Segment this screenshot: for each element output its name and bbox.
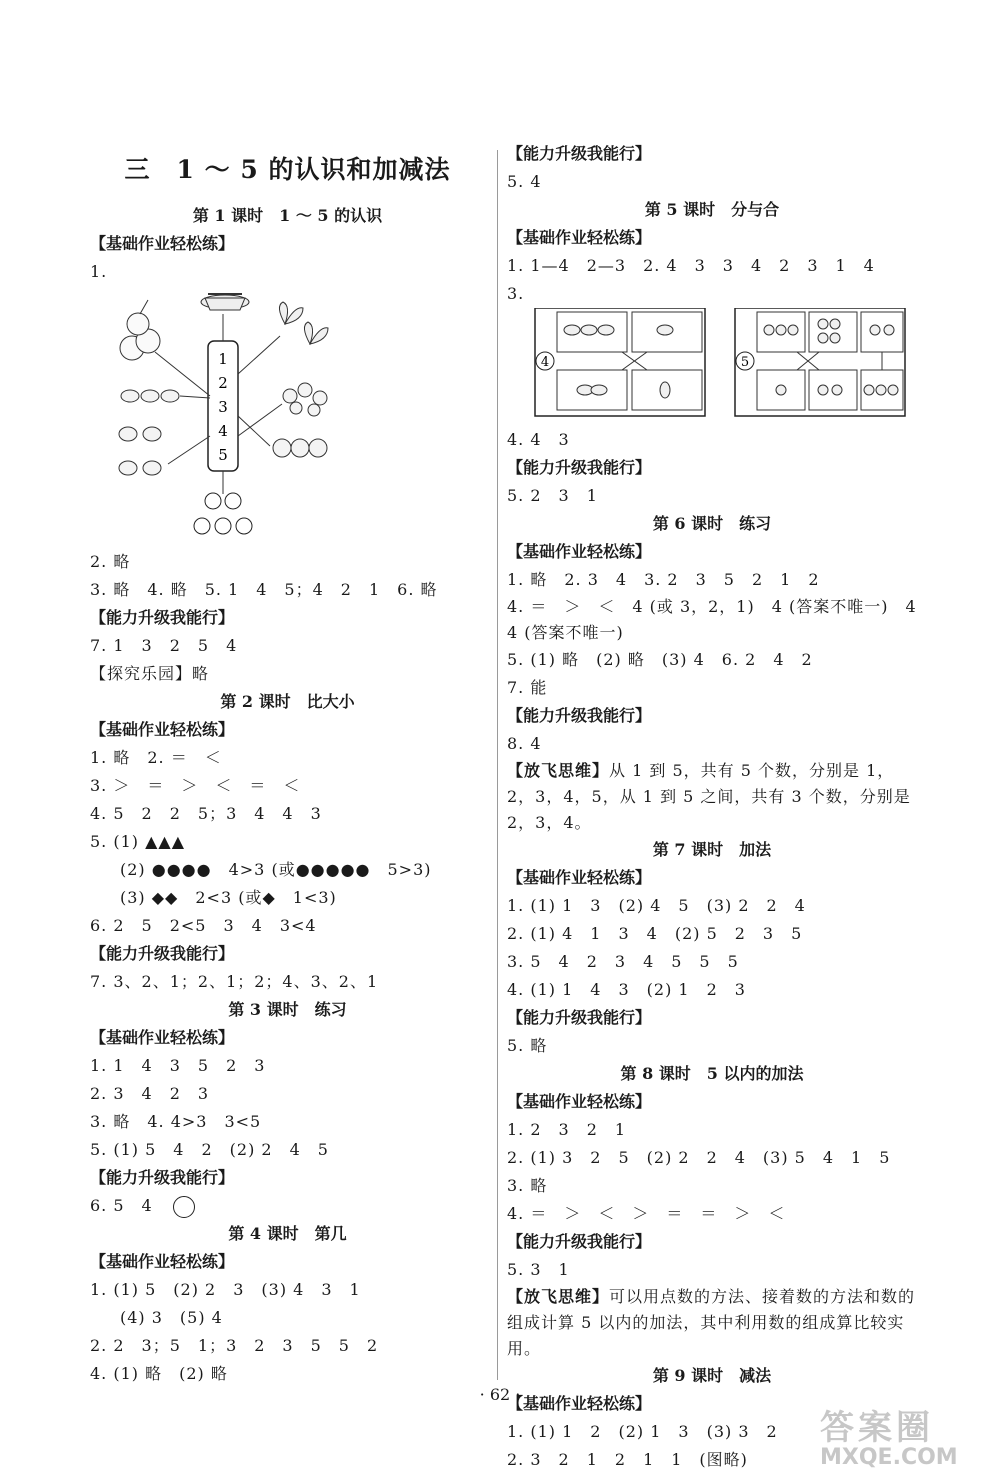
lesson-1-title: 第 1 课时 1 ～ 5 的认识	[192, 206, 383, 225]
chapter-title: 三 1 ～ 5 的认识和加减法	[124, 155, 451, 184]
section-basic: 【基础作业轻松练】	[507, 1394, 652, 1413]
lesson-3-title: 第 3 课时 练习	[228, 1000, 347, 1019]
section-ability: 【能力升级我能行】	[90, 608, 235, 627]
answer-line: 2. 3 2 1 2 1 1 (图略)	[507, 1450, 748, 1469]
flowers-icon	[283, 383, 327, 416]
answer-line: 7. 3、2、1；2、1；2；4、3、2、1	[90, 972, 379, 991]
answer-line: 4. ＝ ＞ ＜ 4 (或 3，2，1) 4 (答案不唯一) 4 4 (答案不唯一)	[507, 597, 934, 642]
answer-line: 5. 3 1	[507, 1260, 570, 1279]
fly-thinking-answer	[507, 1284, 917, 1362]
answer-line: 2. 3 4 2 3	[90, 1084, 210, 1103]
answer-text: 从 1 到 5，共有 5 个数，分别是 1，2，3，4，5，从 1 到 5 之间，共有 3 个数，分别是 2，3，4。	[507, 761, 911, 832]
answer-line: 4. (1) 略 (2) 略	[90, 1364, 228, 1383]
section-basic: 【基础作业轻松练】	[507, 542, 652, 561]
section-ability: 【能力升级我能行】	[507, 1232, 652, 1251]
answer-line: 8. 4	[507, 734, 542, 753]
section-ability: 【能力升级我能行】	[507, 144, 652, 163]
answer-line: 1. 2 3 2 1	[507, 1120, 627, 1139]
answer-line: 1. (1) 1 3 (2) 4 5 (3) 2 2 4	[507, 896, 806, 915]
answer-line: 7. 能	[507, 678, 548, 697]
answer-line: 5. 略	[507, 1036, 548, 1055]
section-ability: 【能力升级我能行】	[90, 1168, 235, 1187]
answer-line: 3. 略	[507, 1176, 548, 1195]
split-figure	[507, 308, 917, 426]
number-4: 4	[218, 422, 228, 440]
answer-line: 5. (1) 略 (2) 略 (3) 4 6. 2 4 2	[507, 650, 813, 669]
matching-figure	[90, 286, 485, 548]
answer-text: 可以用点数的方法、接着数的方法和数的组成计算 5 以内的加法，其中利用数的组成算比较实用。	[507, 1287, 916, 1358]
lesson-8-title: 第 8 课时 5 以内的加法	[620, 1064, 804, 1083]
lesson-4-title: 第 4 课时 第几	[228, 1224, 347, 1243]
matching-diagram	[90, 286, 485, 548]
section-basic: 【基础作业轻松练】	[90, 1252, 235, 1271]
left-column	[90, 140, 485, 1388]
answer-line: 6. 2 5 2<5 3 4 3<4	[90, 916, 317, 935]
leaves-icon	[564, 325, 673, 398]
lesson-9-title: 第 9 课时 减法	[652, 1366, 772, 1385]
watermark-text: 答案圈	[820, 1408, 934, 1448]
answer-line: 1. 1 4 3 5 2 3	[90, 1056, 266, 1075]
section-fly: 【放飞思维】	[507, 761, 610, 780]
answer-line: 5. 4	[507, 172, 542, 191]
answer-line: 3.	[507, 284, 525, 303]
answer-line: 1. 略 2. ＝ ＜	[90, 748, 222, 767]
answer-line: 1. 1—4 2—3 2. 4 3 3 4 2 3 1 4	[507, 256, 875, 275]
answer-text: 6. 5 4	[90, 1196, 153, 1215]
number-3: 3	[218, 398, 228, 416]
fly-thinking-answer	[507, 758, 917, 836]
answer-line: 5. (1) 5 4 2 (2) 2 4 5	[90, 1140, 329, 1159]
answer-line: 5. 2 3 1	[507, 486, 598, 505]
section-basic: 【基础作业轻松练】	[90, 234, 235, 253]
answer-line: 【探究乐园】略	[90, 664, 210, 683]
section-ability: 【能力升级我能行】	[90, 944, 235, 963]
number-2: 2	[218, 374, 228, 392]
answer-line: 1. 略 2. 3 4 3. 2 3 5 2 1 2	[507, 570, 820, 589]
watermark-logo	[820, 1400, 958, 1470]
answer-line: 2. (1) 3 2 5 (2) 2 2 4 (3) 5 4 1 5	[507, 1148, 891, 1167]
answer-line: (2) ●●●● 4>3 (或●●●●● 5>3)	[120, 860, 432, 879]
answer-line: 3. 略 4. 略 5. 1 4 5；4 2 1 6. 略	[90, 580, 438, 599]
lesson-7-title: 第 7 课时 加法	[652, 840, 772, 859]
answer-line: 4. 4 3	[507, 430, 570, 449]
answer-line: 4. 5 2 2 5；3 4 4 3	[90, 804, 322, 823]
answer-line: 2. (1) 4 1 3 4 (2) 5 2 3 5	[507, 924, 803, 943]
section-basic: 【基础作业轻松练】	[90, 720, 235, 739]
lesson-5-title: 第 5 课时 分与合	[644, 200, 780, 219]
answer-line: 3. 5 4 2 3 4 5 5 5	[507, 952, 739, 971]
butterflies-icon	[279, 302, 328, 344]
answer-line: 1. (1) 1 2 (2) 1 3 (3) 3 2	[507, 1422, 778, 1441]
section-basic: 【基础作业轻松练】	[507, 228, 652, 247]
lesson-2-title: 第 2 课时 比大小	[220, 692, 355, 711]
lesson-6-title: 第 6 课时 练习	[652, 514, 772, 533]
section-basic: 【基础作业轻松练】	[507, 868, 652, 887]
answer-line: 4. ＝ ＞ ＜ ＞ ＝ ＝ ＞ ＜	[507, 1204, 786, 1223]
answer-line: 4. (1) 1 4 3 (2) 1 2 3	[507, 980, 746, 999]
section-ability: 【能力升级我能行】	[507, 458, 652, 477]
section-basic: 【基础作业轻松练】	[507, 1092, 652, 1111]
left-box-number: 4	[540, 355, 550, 370]
airplane-icon	[201, 294, 249, 310]
dogs-icon	[119, 427, 161, 475]
circle-icon	[173, 1196, 195, 1218]
answer-line	[90, 1192, 485, 1220]
right-box-number: 5	[740, 355, 750, 370]
column-divider	[497, 150, 498, 1380]
answer-line: (3) ◆◆ 2<3 (或◆ 1<3)	[120, 888, 337, 907]
answer-line: 1.	[90, 262, 108, 281]
page-number: · 62 ·	[479, 1385, 521, 1404]
section-ability: 【能力升级我能行】	[507, 706, 652, 725]
answer-line: 7. 1 3 2 5 4	[90, 636, 238, 655]
answer-line: 2. 2 3；5 1；3 2 3 5 5 2	[90, 1336, 379, 1355]
section-fly: 【放飞思维】	[507, 1287, 610, 1306]
watermark-url: MXQE.COM	[820, 1445, 958, 1470]
apples-icon	[120, 300, 160, 360]
answer-line: 2. 略	[90, 552, 131, 571]
number-1: 1	[218, 350, 228, 368]
answer-line: 3. ＞ ＝ ＞ ＜ ＝ ＜	[90, 776, 301, 795]
section-basic: 【基础作业轻松练】	[90, 1028, 235, 1047]
mushrooms-icon	[764, 319, 898, 395]
answer-line: 5. (1) ▲▲▲	[90, 832, 186, 851]
right-column	[507, 140, 934, 1474]
answer-line: 1. (1) 5 (2) 2 3 (3) 4 3 1	[90, 1280, 361, 1299]
bears-icon	[273, 439, 327, 457]
section-ability: 【能力升级我能行】	[507, 1008, 652, 1027]
answer-line: (4) 3 (5) 4	[120, 1308, 223, 1327]
number-5: 5	[218, 446, 228, 464]
puppies-icon	[121, 390, 179, 402]
split-diagram	[507, 308, 917, 426]
answer-line: 3. 略 4. 4>3 3<5	[90, 1112, 262, 1131]
